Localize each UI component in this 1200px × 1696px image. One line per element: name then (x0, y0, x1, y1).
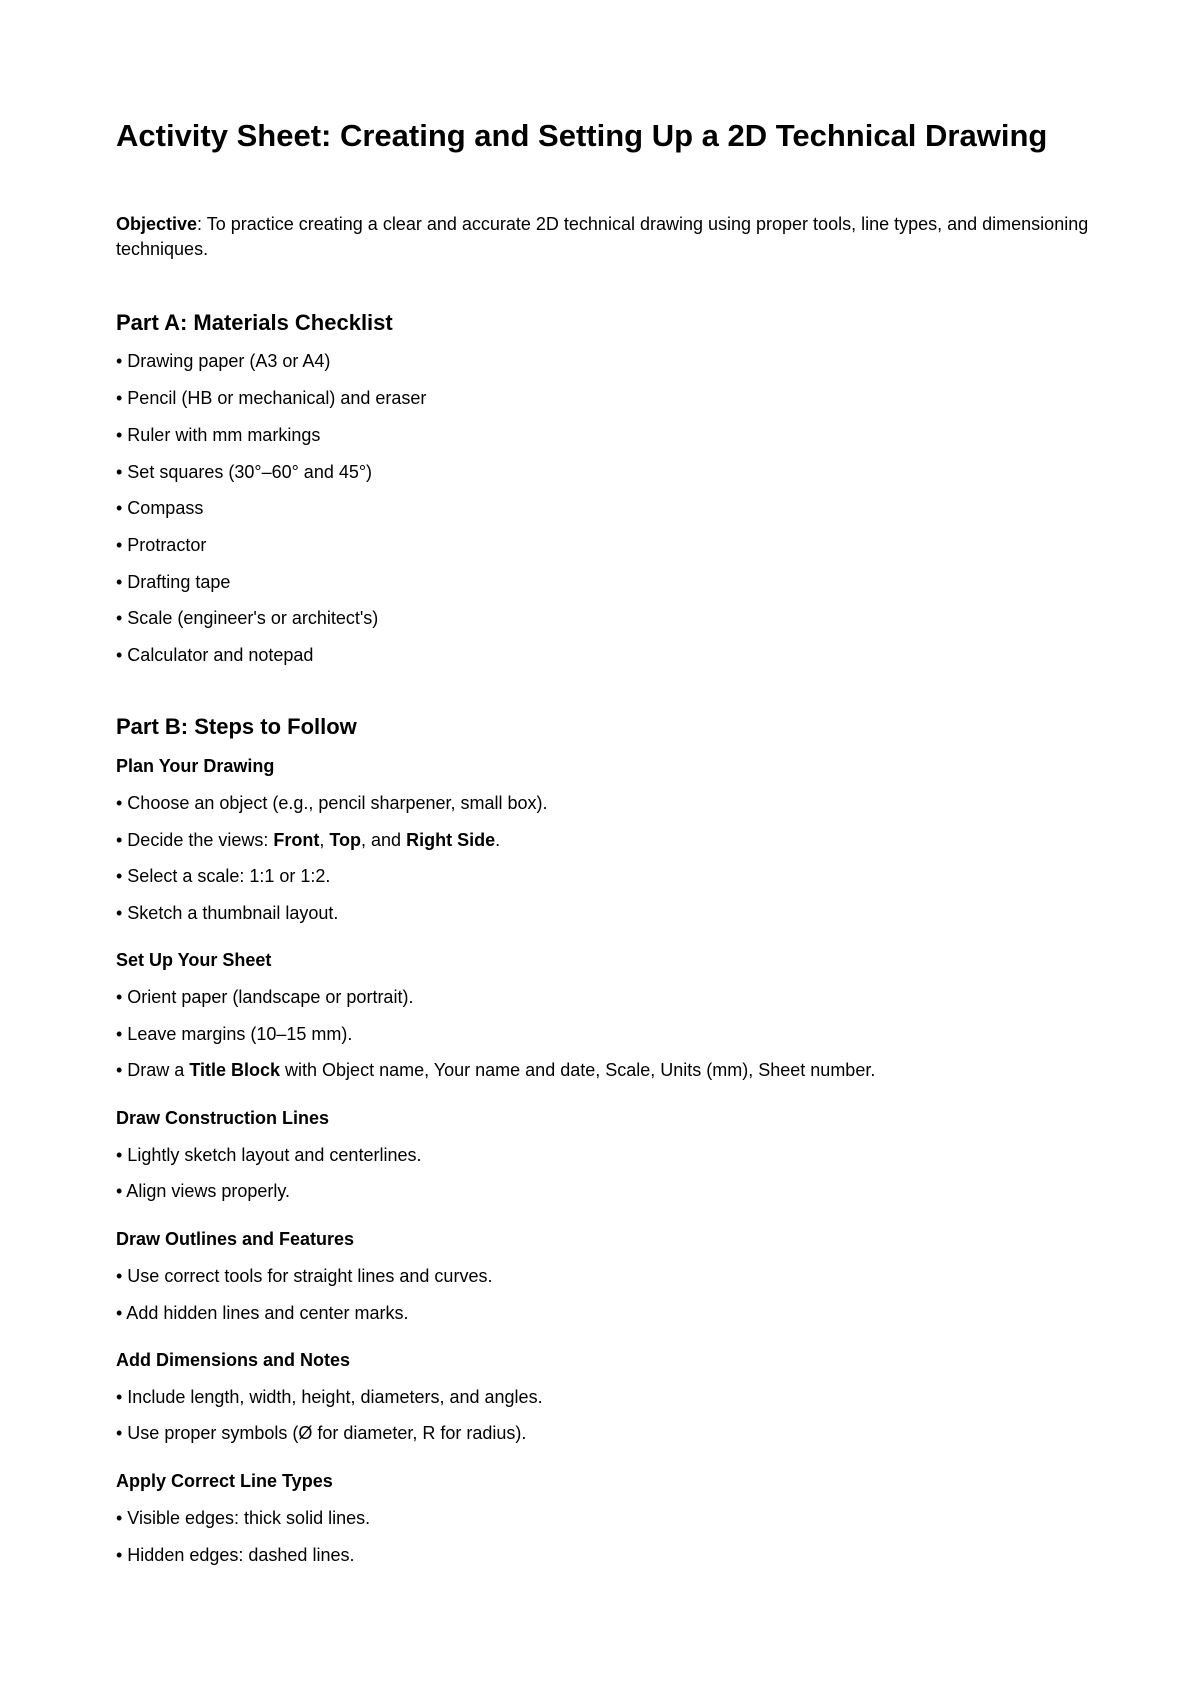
materials-item: • Calculator and notepad (116, 645, 314, 665)
step-item: • Leave margins (10–15 mm). (116, 1024, 353, 1044)
outlines-features-heading: Draw Outlines and Features (116, 1229, 355, 1249)
materials-item: • Protractor (116, 535, 207, 555)
materials-item: • Pencil (HB or mechanical) and eraser (116, 388, 427, 408)
part-b-heading: Part B: Steps to Follow (116, 714, 357, 739)
construction-lines-heading: Draw Construction Lines (116, 1108, 330, 1128)
materials-item: • Set squares (30°–60° and 45°) (116, 462, 373, 482)
page-title: Activity Sheet: Creating and Setting Up a 2D Technical Drawing (116, 118, 1048, 153)
step-item: • Visible edges: thick solid lines. (116, 1508, 371, 1528)
step-item-title-block: • Draw a Title Block with Object name, Your name and date, Scale, Units (mm), Sheet number. (116, 1060, 876, 1080)
objective-text: : To practice creating a clear and accurate 2D technical drawing using proper tools, line types, and dimensioning techniques. (116, 214, 1089, 259)
set-up-sheet-heading: Set Up Your Sheet (116, 950, 272, 970)
top-view-label: Top (329, 830, 362, 850)
step-item: • Choose an object (e.g., pencil sharpener, small box). (116, 793, 548, 813)
objective-label: Objective (116, 214, 198, 234)
dimensions-notes-heading: Add Dimensions and Notes (116, 1350, 351, 1370)
step-item: • Align views properly. (116, 1181, 291, 1201)
line-types-heading: Apply Correct Line Types (116, 1471, 333, 1491)
step-item: • Include length, width, height, diameters, and angles. (116, 1387, 543, 1407)
materials-item: • Ruler with mm markings (116, 425, 321, 445)
step-item: • Use correct tools for straight lines and curves. (116, 1266, 493, 1286)
materials-item: • Compass (116, 498, 204, 518)
step-item: • Lightly sketch layout and centerlines. (116, 1145, 422, 1165)
step-item-views: • Decide the views: Front, Top, and Right Side. (116, 830, 501, 850)
front-view-label: Front (273, 830, 320, 850)
plan-drawing-heading: Plan Your Drawing (116, 756, 275, 776)
materials-item: • Scale (engineer's or architect's) (116, 608, 379, 628)
step-item: • Add hidden lines and center marks. (116, 1303, 409, 1323)
step-item: • Orient paper (landscape or portrait). (116, 987, 414, 1007)
title-block-label: Title Block (189, 1060, 281, 1080)
part-a-heading: Part A: Materials Checklist (116, 310, 393, 335)
materials-item: • Drawing paper (A3 or A4) (116, 351, 331, 371)
materials-item: • Drafting tape (116, 572, 231, 592)
right-side-view-label: Right Side (406, 830, 496, 850)
step-item: • Use proper symbols (Ø for diameter, R for radius). (116, 1423, 527, 1443)
step-item: • Sketch a thumbnail layout. (116, 903, 339, 923)
step-item: • Hidden edges: dashed lines. (116, 1545, 355, 1565)
step-item: • Select a scale: 1:1 or 1:2. (116, 866, 331, 886)
objective-paragraph (116, 212, 1101, 262)
